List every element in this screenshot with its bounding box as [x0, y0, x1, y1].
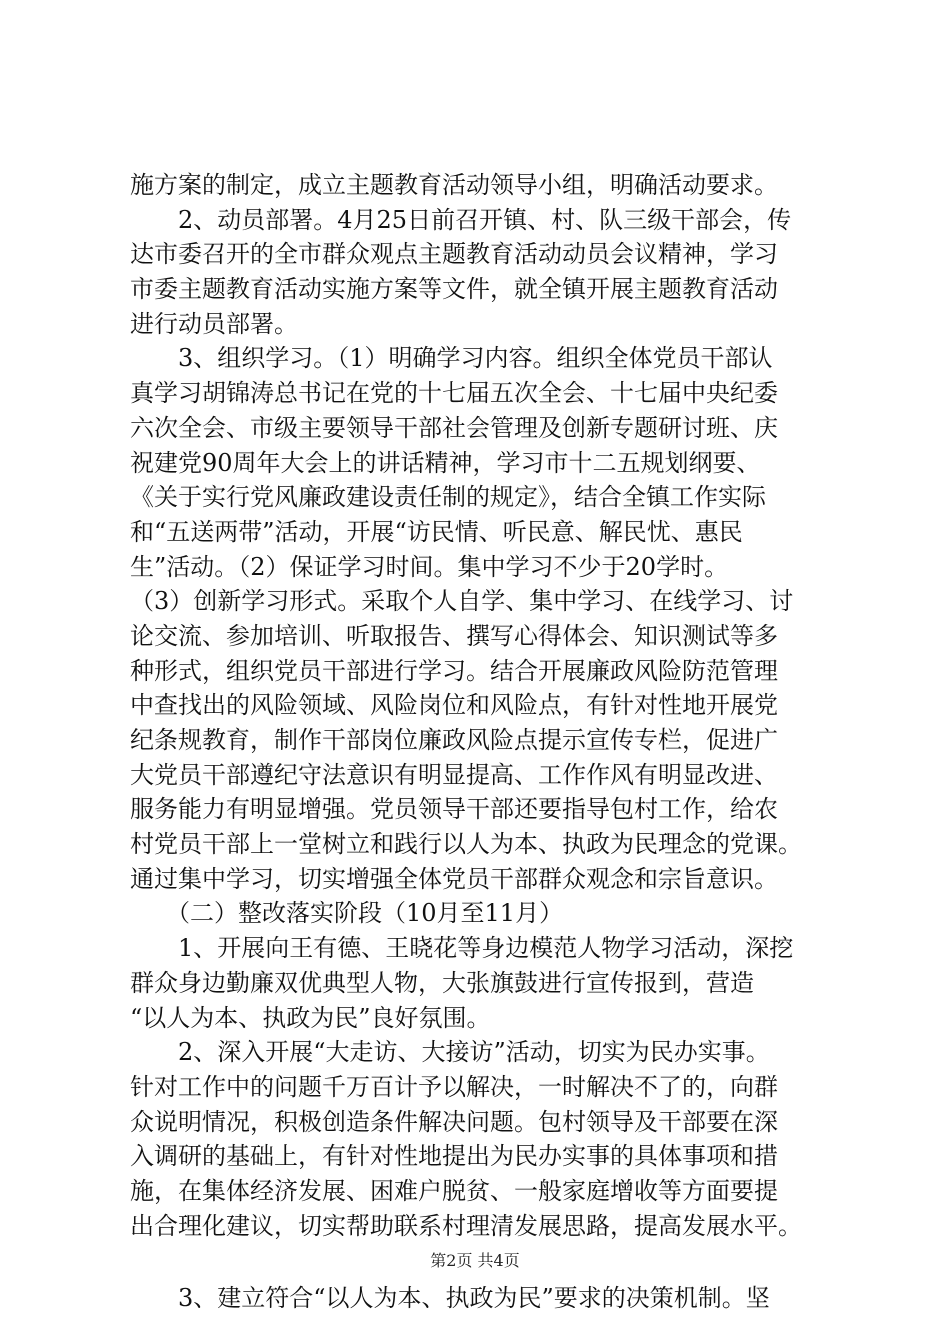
body-section-2 [130, 1281, 830, 1316]
text-line: 通过集中学习，切实增强全体党员干部群众观念和宗旨意识。 [130, 864, 778, 893]
text-line: 3、组织学习。（1）明确学习内容。组织全体党员干部认 [130, 344, 773, 373]
text-line: 纪条规教育，制作干部岗位廉政风险点提示宣传专栏，促进广 [130, 726, 778, 754]
text-line: 达市委召开的全市群众观点主题教育活动动员会议精神，学习 [130, 240, 778, 269]
text-line: 施方案的制定，成立主题教育活动领导小组，明确活动要求。 [130, 171, 778, 199]
text-line: 村党员干部上一堂树立和践行以人为本、执政为民理念的党课。 [130, 830, 802, 859]
text-line: 2、深入开展“大走访、大接访”活动，切实为民办实事。 [130, 1038, 770, 1067]
text-line: 中查找出的风险领域、风险岗位和风险点，有针对性地开展党 [130, 691, 778, 720]
text-line: 3、建立符合“以人为本、执政为民”要求的决策机制。坚 [130, 1284, 770, 1313]
text-line: 六次全会、市级主要领导干部社会管理及创新专题研讨班、庆 [130, 413, 778, 442]
text-line: 种形式，组织党员干部进行学习。结合开展廉政风险防范管理 [130, 656, 778, 685]
text-line: 论交流、参加培训、听取报告、撰写心得体会、知识测试等多 [130, 621, 778, 650]
text-line: 和“五送两带”活动，开展“访民情、听民意、解民忧、惠民 [130, 517, 743, 546]
body-section-1 [130, 168, 830, 1243]
text-line: （3）创新学习形式。采取个人自学、集中学习、在线学习、讨 [130, 587, 794, 616]
text-line: 真学习胡锦涛总书记在党的十七届五次全会、十七届中央纪委 [130, 379, 778, 408]
page-footer: 第2页 共4页 [430, 1251, 520, 1270]
text-line: 1、开展向王有德、王晓花等身边模范人物学习活动，深挖 [130, 934, 794, 963]
text-line: 众说明情况，积极创造条件解决问题。包村领导及干部要在深 [130, 1107, 778, 1136]
text-line: 施，在集体经济发展、困难户脱贫、一般家庭增收等方面要提 [130, 1176, 778, 1205]
text-line: 服务能力有明显增强。党员领导干部还要指导包村工作，给农 [130, 795, 778, 824]
text-line: 《关于实行党风廉政建设责任制的规定》，结合全镇工作实际 [130, 483, 766, 512]
document-body [130, 168, 830, 1316]
text-line: 祝建党90周年大会上的讲话精神，学习市十二五规划纲要、 [130, 448, 761, 477]
text-line: 入调研的基础上，有针对性地提出为民办实事的具体事项和措 [130, 1142, 778, 1171]
text-line: 大党员干部遵纪守法意识有明显提高、工作作风有明显改进、 [130, 760, 778, 789]
text-line: 进行动员部署。 [130, 309, 298, 338]
text-line: 出合理化建议，切实帮助联系村理清发展思路，提高发展水平。 [130, 1211, 802, 1240]
text-line: “以人为本、执政为民”良好氛围。 [130, 1003, 491, 1032]
text-line: （二）整改落实阶段（10月至11月） [130, 899, 564, 928]
text-line: 针对工作中的问题千万百计予以解决，一时解决不了的，向群 [130, 1072, 778, 1101]
text-line: 群众身边勤廉双优典型人物，大张旗鼓进行宣传报到，营造 [130, 968, 754, 997]
text-line: 2、动员部署。4月25日前召开镇、村、队三级干部会，传 [130, 205, 792, 234]
text-line: 市委主题教育活动实施方案等文件，就全镇开展主题教育活动 [130, 275, 778, 304]
text-line: 生”活动。（2）保证学习时间。集中学习不少于20学时。 [130, 552, 729, 581]
